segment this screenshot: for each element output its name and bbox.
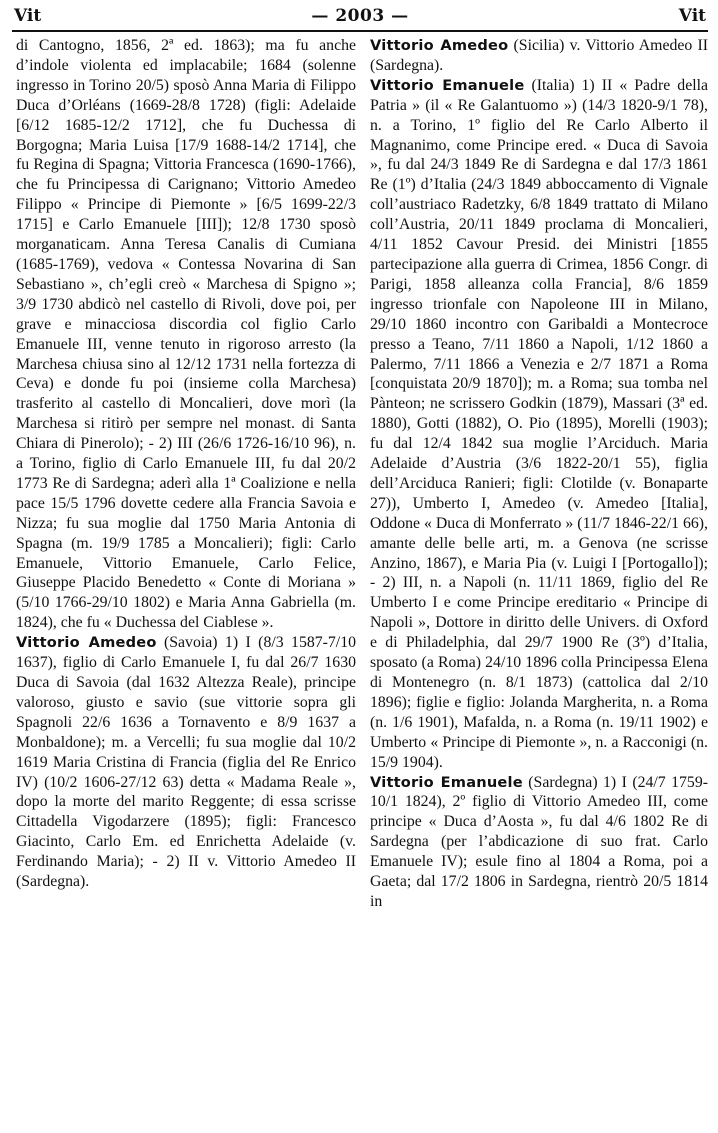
entry-headword: Vittorio Amedeo bbox=[370, 37, 509, 54]
entry-body: (Savoia) 1) I (8/3 1587-7/10 1637), figlio di Carlo Emanuele I, fu dal 26/7 1630 Duca di Savoia (dal 1632 Altezza Reale), principe valoroso, giusto e savio (sue vittorie sopra gli Spagnoli 22/6 1636 a Tornavento e 8/9 1637 a Monbaldone); m. a Vercelli; fu sua moglie dal 10/2 1619 Maria Cristina di Francia (figlia del Re Enrico IV) (10/2 1606-27/12 63) detta « Madama Reale », dopo la morte del marito Reggente; di essa scrisse Cittadella Vigodarzere (1895); figli: Francesco Giacinto, Carlo Em. ed Enrichetta Adelaide (v. Ferdinando Maria); - 2) II v. Vittorio Amedeo II (Sardegna). bbox=[16, 634, 356, 891]
entry-body: (Italia) 1) II « Padre della Patria » (il « Re Galantuomo ») (14/3 1820-9/1 78), n. a Torino, 1º figlio del Re Carlo Alberto il Magnanimo, come Principe ered. « Duca di Savoia », fu dal 24/3 1849 Re di Sardegna e dal 17/3 1861 Re (1º) d’Italia (24/3 1849 abboccamento di Vignale coll’austriaco Radetzky, 6/8 1849 trattato di Milano coll’Austria, 20/11 1849 proclama di Moncalieri, 4/11 1852 Cavour Presid. dei Ministri [1855 partecipazione alla guerra di Crimea, 1856 Congr. di Parigi, 1858 alleanza colla Francia], 8/6 1859 ingresso trionfale con Napoleone III in Milano, 29/10 1860 incontro con Garibaldi a Montecroce presso a Teano, 7/11 1860 a Napoli, 1/12 1860 a Palermo, 7/11 1866 a Venezia e 2/7 1871 a Roma [conquistata 20/9 1870]); m. a Roma; sua tomba nel Pànteon; ne scrissero Godkin (1879), Massari (3ª ed. 1880), Gotti (1882), O. Pio (1895), Morelli (1903); fu dal 12/4 1842 sua moglie l’Arciduch. Maria Adelaide d’Austria (3/6 1822-20/1 55), figlia dell’Arciduca Ranieri; figli: Clotilde (v. Bonaparte 27)), Umberto I, Amedeo (v. Amedeo [Italia], Oddone « Duca di Monferrato » (11/7 1846-22/1 66), amante delle belle arti, m. a Genova (ne scrisse Anzino, 1867), e Maria Pia (v. Luigi I [Portogallo]); - 2) III, n. a Napoli (n. 11/11 1869, figlio del Re Umberto I e come Principe ereditario « Principe di Napoli », Dottore in diritto delle Univers. di Oxford e di Philadelphia, dal 29/7 1900 Re (3º) d’Italia, sposato (a Roma) 24/10 1896 colla Principessa Elena di Montenegro (n. 8/1 1873) (cattolica dal 2/10 1896); figlie e figlio: Jolanda Margherita, n. a Roma (n. 1/6 1901), Mafalda, n. a Roma (n. 19/11 1902) e Umberto « Principe di Piemonte », n. a Racconigi (n. 15/9 1904). bbox=[370, 76, 708, 771]
header-rule bbox=[12, 30, 708, 32]
left-column bbox=[16, 36, 356, 892]
entry-body: (Sicilia) v. Vittorio Amedeo II (Sardegna). bbox=[370, 37, 708, 74]
entry-vittorio-emanuele-italia bbox=[370, 76, 708, 773]
page-number: — 2003 — bbox=[311, 6, 409, 26]
entry-continuation: di Cantogno, 1856, 2ª ed. 1863); ma fu anche d’indole violenta ed implacabile; 1684 (solenne ingresso in Torino 20/5) sposò Anna Maria di Filippo Duca d’Orléans (1669-28/8 1728) (figli: Adelaide [6/12 1685-12/2 1712], che fu Duchessa di Borgogna; Maria Luisa [17/9 1688-14/2 1714], che fu Regina di Spagna; Vittoria Francesca (1690-1766), che fu Principessa di Carignano; Vittorio Amedeo Filippo « Principe di Piemonte » [6/5 1699-22/3 1715] e Carlo Emanuele [III]); 12/8 1730 sposò morganaticam. Anna Teresa Canalis di Cumiana (1685-1769), vedova « Contessa Novarina di San Sebastiano », ch’egli creò « Marchesa di Spigno »; 3/9 1730 abdicò nel castello di Rivoli, dove poi, per grave e minacciosa discordia col figlio Carlo Emanuele III, venne tenuto in rigoroso arresto (la Marchesa chiusa sino al 12/12 1731 nella fortezza di Ceva) e donde fu poi (insieme colla Marchesa) trasferito al castello di Moncalieri, dove morì (la Marchesa si ritirò per sempre nel monast. di Santa Chiara di Pinerolo); - 2) III (26/6 1726-16/10 96), n. a Torino, figlio di Carlo Emanuele III, fu dal 20/2 1773 Re di Sardegna; aderì alla 1ª Coalizione e nella pace 15/5 1796 dovette cedere alla Francia Savoia e Nizza; fu sua moglie dal 1750 Maria Antonia di Spagna (m. 19/9 1785 a Moncalieri); figli: Carlo Emanuele, Vittorio Emanuele, Carlo Felice, Giuseppe Placido Benedetto « Conte di Moriana » (5/10 1766-29/10 1802) e Maria Anna Gabriella (m. 1824), che fu « Duchessa del Ciablese ». bbox=[16, 37, 356, 632]
entry-headword: Vittorio Emanuele bbox=[370, 773, 523, 791]
right-column bbox=[370, 36, 708, 912]
entry-headword: Vittorio Amedeo bbox=[16, 634, 157, 652]
entry-headword: Vittorio Emanuele bbox=[370, 76, 525, 94]
header-left-word: Vit bbox=[14, 6, 42, 26]
entry-vittorio-emanuele-sardegna bbox=[370, 773, 708, 912]
running-header bbox=[14, 4, 706, 28]
entry-vittorio-amedeo-savoia bbox=[16, 633, 356, 892]
header-right-word: Vit bbox=[678, 6, 706, 26]
entry-vittorio-amedeo-sicilia bbox=[370, 36, 708, 76]
entry-body: (Sardegna) 1) I (24/7 1759-10/1 1824), 2º figlio di Vittorio Amedeo III, come principe « Duca d’Aosta », fu dal 4/6 1802 Re di Sardegna (per l’abdicazione di suo frat. Carlo Emanuele IV); esule fino al 1804 a Roma, poi a Gaeta; dal 17/2 1806 in Sardegna, rientrò 20/5 1814 in bbox=[370, 773, 708, 910]
